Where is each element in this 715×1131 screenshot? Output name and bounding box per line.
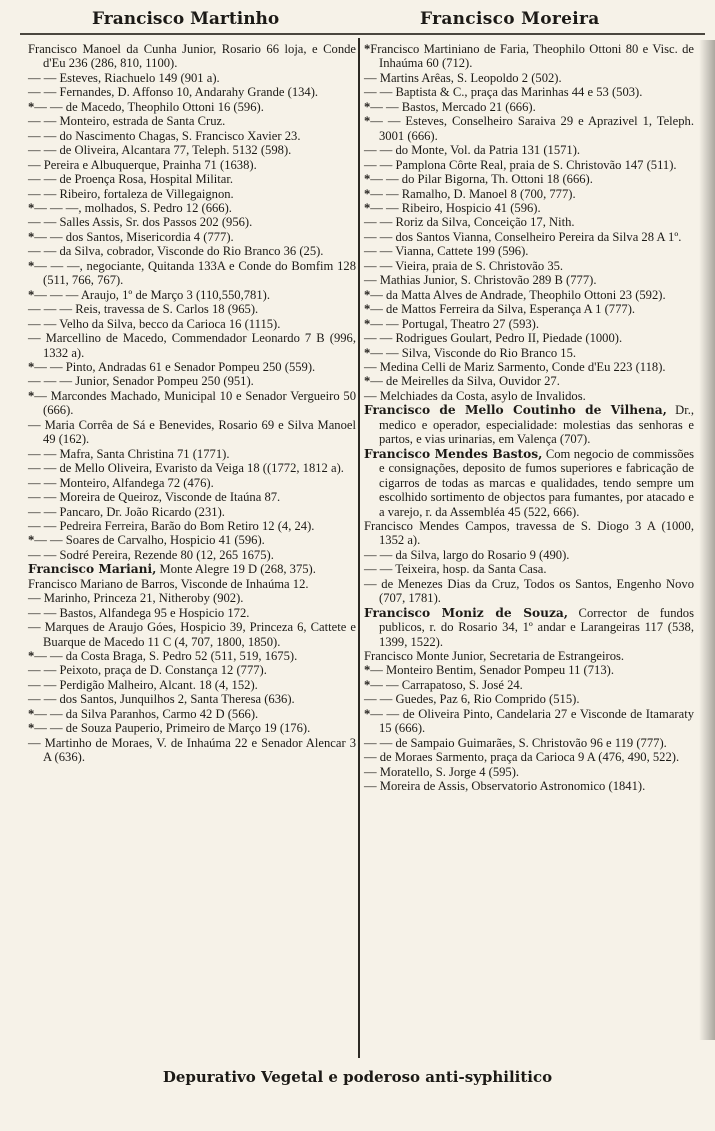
directory-entry: [28, 244, 356, 258]
entry-asterisk: *: [364, 186, 371, 201]
directory-entry: [364, 360, 694, 374]
entry-text: Francisco Mariano de Barros, Visconde de Inhaúma 12.: [28, 576, 309, 591]
entry-asterisk: *: [364, 172, 371, 187]
entry-text: — — dos Santos Vianna, Conselheiro Pereira da Silva 28 A 1º.: [364, 229, 682, 244]
directory-entry: [364, 215, 694, 229]
entry-text: — — da Costa Braga, S. Pedro 52 (511, 519, 1675).: [34, 649, 298, 664]
entry-text: — — Ribeiro, Hospicio 41 (596).: [370, 200, 541, 215]
directory-entry: [364, 187, 694, 201]
directory-entry: [28, 548, 356, 562]
entry-text: — Pereira e Albuquerque, Prainha 71 (1638).: [28, 157, 257, 172]
entry-headline: Francisco de Mello Coutinho de Vilhena,: [364, 403, 667, 418]
directory-entry: [364, 288, 694, 302]
directory-entry: [28, 129, 356, 143]
entry-text: — — de Oliveira Pinto, Candelaria 27 e Visconde de Itamaraty 15 (666).: [370, 706, 694, 736]
directory-entry: [364, 244, 694, 258]
entry-text: — — dos Santos, Junquilhos 2, Santa Theresa (636).: [28, 692, 295, 707]
entry-asterisk: *: [364, 677, 371, 692]
entry-text: — de Menezes Dias da Cruz, Todos os Santos, Engenho Novo (707, 1781).: [364, 576, 694, 606]
entry-asterisk: *: [28, 533, 35, 548]
directory-entry: [364, 519, 694, 548]
directory-entry: [364, 114, 694, 143]
directory-entry: [28, 143, 356, 157]
directory-entry: [364, 172, 694, 186]
entry-asterisk: *: [28, 99, 35, 114]
entry-text: — — Ramalho, D. Manoel 8 (700, 777).: [370, 186, 576, 201]
entry-text: — — da Silva, largo do Rosario 9 (490).: [364, 547, 570, 562]
entry-headline: Francisco Mariani,: [28, 562, 157, 577]
entry-text: — — do Monte, Vol. da Patria 131 (1571).: [364, 143, 581, 158]
directory-entry: [28, 418, 356, 447]
directory-entry: [28, 533, 356, 547]
directory-entry: [364, 692, 694, 706]
directory-entry: [28, 461, 356, 475]
entry-text: — — — Junior, Senador Pompeu 250 (951).: [28, 374, 254, 389]
directory-entry: [364, 779, 694, 793]
entry-text: — Marcondes Machado, Municipal 10 e Senador Vergueiro 50 (666).: [34, 388, 356, 418]
entry-headline: Francisco Mendes Bastos,: [364, 446, 543, 461]
directory-entry: [364, 317, 694, 331]
directory-entry: [364, 750, 694, 764]
entry-text: — Marinho, Princeza 21, Nitheroby (902).: [28, 591, 244, 606]
entry-text: — — Velho da Silva, becco da Carioca 16 (1115).: [28, 316, 281, 331]
entry-text: — — Esteves, Riachuelo 149 (901 a).: [28, 70, 220, 85]
directory-entry: [364, 201, 694, 215]
directory-entry: [28, 158, 356, 172]
entry-text: — — —, molhados, S. Pedro 12 (666).: [34, 200, 232, 215]
entry-text: — — Soares de Carvalho, Hospicio 41 (596).: [34, 533, 265, 548]
right-column: [364, 42, 694, 794]
entry-text: — — Bastos, Alfandega 95 e Hospicio 172.: [28, 605, 250, 620]
entry-text: — — Carrapatoso, S. José 24.: [370, 677, 523, 692]
directory-entry: [28, 71, 356, 85]
entry-text: — — Teixeira, hosp. da Santa Casa.: [364, 562, 547, 577]
entry-asterisk: *: [364, 302, 371, 317]
entry-text: — Martinho de Moraes, V. de Inhaúma 22 e Senador Alencar 3 A (636).: [28, 735, 356, 765]
entry-text: — — — Reis, travessa de S. Carlos 18 (965).: [28, 302, 259, 317]
entry-text: — — do Nascimento Chagas, S. Francisco Xavier 23.: [28, 128, 301, 143]
directory-entry: [28, 114, 356, 128]
directory-entry: [28, 100, 356, 114]
entry-text: — — Baptista & C., praça das Marinhas 44 e 53 (503).: [364, 85, 643, 100]
entry-text: — — Sodré Pereira, Rezende 80 (12, 265 1675).: [28, 547, 274, 562]
entry-text: Corrector de fundos publicos, r. do Rosario 34, 1º andar e Larangeiras 117 (538, 1399, 1522).: [379, 605, 694, 649]
entry-asterisk: *: [364, 200, 371, 215]
directory-entry: [28, 259, 356, 288]
entry-text: — — de Mello Oliveira, Evaristo da Veiga 18 ((1772, 1812 a).: [28, 461, 344, 476]
directory-entry: [28, 721, 356, 735]
directory-entry: [28, 649, 356, 663]
entry-asterisk: *: [364, 114, 371, 129]
entry-text: — Moreira de Assis, Observatorio Astronomico (1841).: [364, 779, 646, 794]
entry-text: — — Guedes, Paz 6, Rio Comprido (515).: [364, 692, 580, 707]
entry-text: — — Pamplona Côrte Real, praia de S. Christovão 147 (511).: [364, 157, 677, 172]
entry-asterisk: *: [364, 99, 371, 114]
directory-entry: [364, 403, 694, 446]
entry-asterisk: *: [28, 388, 35, 403]
entry-text: — — — Araujo, 1º de Março 3 (110,550,781).: [34, 287, 270, 302]
entry-text: — — Rodrigues Goulart, Pedro II, Piedade (1000).: [364, 331, 623, 346]
entry-headline: Francisco Moniz de Souza,: [364, 605, 569, 620]
page-edge-shadow: [699, 40, 715, 1040]
entry-text: — — Mafra, Santa Christina 71 (1771).: [28, 446, 230, 461]
directory-entry: [364, 649, 694, 663]
entry-text: — Medina Celli de Mariz Sarmento, Conde d'Eu 223 (118).: [364, 359, 666, 374]
entry-text: — — Vianna, Cattete 199 (596).: [364, 244, 529, 259]
entry-text: — — Bastos, Mercado 21 (666).: [370, 99, 536, 114]
directory-entry: [364, 606, 694, 649]
directory-entry: [28, 302, 356, 316]
directory-entry: [28, 577, 356, 591]
entry-text: — — Peixoto, praça de D. Constança 12 (777).: [28, 663, 267, 678]
directory-entry: [28, 42, 356, 71]
directory-entry: [28, 172, 356, 186]
directory-entry: [364, 158, 694, 172]
directory-entry: [364, 273, 694, 287]
entry-asterisk: *: [28, 200, 35, 215]
directory-entry: [364, 707, 694, 736]
entry-text: — — de Macedo, Theophilo Ottoni 16 (596).: [34, 99, 264, 114]
directory-entry: [364, 663, 694, 677]
directory-entry: [364, 374, 694, 388]
directory-entry: [28, 288, 356, 302]
entry-text: — — de Proença Rosa, Hospital Militar.: [28, 172, 233, 187]
directory-entry: [28, 389, 356, 418]
entry-text: — — Fernandes, D. Affonso 10, Andarahy Grande (134).: [28, 85, 319, 100]
entry-asterisk: *: [364, 663, 371, 678]
entry-text: — de Mattos Ferreira da Silva, Esperança A 1 (777).: [370, 302, 636, 317]
running-head-left: Francisco Martinho: [92, 9, 280, 29]
directory-entry: [28, 447, 356, 461]
entry-asterisk: *: [364, 345, 371, 360]
directory-entry: [364, 577, 694, 606]
directory-entry: [364, 230, 694, 244]
directory-entry: [364, 346, 694, 360]
header-rule: [20, 33, 705, 35]
entry-text: Francisco Martiniano de Faria, Theophilo Ottoni 80 e Visc. de Inhaúma 60 (712).: [370, 42, 694, 71]
directory-entry: [28, 215, 356, 229]
entry-asterisk: *: [364, 287, 371, 302]
directory-entry: [28, 519, 356, 533]
directory-entry: [28, 85, 356, 99]
entry-text: — — de Oliveira, Alcantara 77, Teleph. 5132 (598).: [28, 143, 292, 158]
directory-entry: [364, 302, 694, 316]
directory-entry: [28, 620, 356, 649]
entry-text: — — —, negociante, Quitanda 133A e Conde do Bomfim 128 (511, 766, 767).: [34, 258, 356, 288]
directory-entry: [364, 85, 694, 99]
directory-entry: [364, 331, 694, 345]
directory-entry: [28, 317, 356, 331]
entry-text: — — Salles Assis, Sr. dos Passos 202 (956).: [28, 215, 253, 230]
running-head-right: Francisco Moreira: [420, 9, 600, 29]
entry-asterisk: *: [28, 287, 35, 302]
entry-text: — Melchiades da Costa, asylo de Invalidos.: [364, 388, 586, 403]
directory-entry: [28, 591, 356, 605]
directory-entry: [28, 201, 356, 215]
entry-text: — Monteiro Bentim, Senador Pompeu 11 (713).: [370, 663, 614, 678]
directory-entry: [28, 360, 356, 374]
directory-entry: [28, 678, 356, 692]
directory-entry: [28, 374, 356, 388]
directory-entry: [28, 505, 356, 519]
directory-entry: [364, 259, 694, 273]
directory-entry: [364, 100, 694, 114]
directory-entry: [364, 548, 694, 562]
entry-asterisk: *: [28, 229, 35, 244]
entry-text: — — Roriz da Silva, Conceição 17, Nith.: [364, 215, 575, 230]
entry-text: — — Pedreira Ferreira, Barão do Bom Retiro 12 (4, 24).: [28, 518, 315, 533]
entry-text: — — de Souza Pauperio, Primeiro de Março 19 (176).: [34, 721, 311, 736]
entry-asterisk: *: [28, 258, 35, 273]
directory-entry: [28, 736, 356, 765]
directory-entry: [364, 447, 694, 519]
entry-asterisk: *: [364, 706, 371, 721]
directory-entry: [28, 230, 356, 244]
entry-text: — Mathias Junior, S. Christovão 289 B (777).: [364, 273, 597, 288]
directory-entry: [28, 707, 356, 721]
entry-asterisk: *: [28, 359, 35, 374]
directory-entry: [28, 663, 356, 677]
entry-text: — Marcellino de Macedo, Commendador Leonardo 7 B (996, 1332 a).: [28, 331, 356, 360]
entry-text: Com negocio de commissões e consignações, deposito de fumos superiores e fabricação de cigarros de todas as marcas e qualidades, tendo sempre um escolhido sortimento de objectos para fumantes, por atacado e a varejo, r. da Assembléa 45 (522, 666).: [379, 446, 695, 519]
entry-asterisk: *: [364, 316, 371, 331]
directory-entry: [364, 389, 694, 403]
entry-text: — — Vieira, praia de S. Christovão 35.: [364, 258, 564, 273]
entry-text: — — da Silva Paranhos, Carmo 42 D (566).: [34, 706, 259, 721]
entry-text: — Maria Corrêa de Sá e Benevides, Rosario 69 e Silva Manoel 49 (162).: [28, 417, 356, 447]
entry-text: — Martins Arêas, S. Leopoldo 2 (502).: [364, 70, 562, 85]
entry-text: Dr., medico e operador, especialidade: molestias das senhoras e partos, e vias urinarias, em Valença (707).: [379, 403, 694, 447]
entry-text: — — Perdigão Malheiro, Alcant. 18 (4, 152).: [28, 677, 258, 692]
entry-text: — — dos Santos, Misericordia 4 (777).: [34, 229, 234, 244]
entry-text: — — Moreira de Queiroz, Visconde de Itaúna 87.: [28, 490, 281, 505]
entry-text: — — Silva, Visconde do Rio Branco 15.: [370, 345, 577, 360]
directory-entry: [364, 736, 694, 750]
directory-entry: [28, 490, 356, 504]
entry-text: — — Portugal, Theatro 27 (593).: [370, 316, 540, 331]
directory-entry: [28, 692, 356, 706]
entry-text: — Marques de Araujo Góes, Hospicio 39, Princeza 6, Cattete e Buarque de Macedo 11 C (4, 707, 1800, 1850).: [28, 620, 356, 649]
entry-text: — — Monteiro, estrada de Santa Cruz.: [28, 114, 226, 129]
entry-asterisk: *: [28, 706, 35, 721]
directory-entry: [28, 606, 356, 620]
directory-entry: [28, 476, 356, 490]
entry-text: — — Monteiro, Alfandega 72 (476).: [28, 475, 214, 490]
left-column: [28, 42, 356, 765]
directory-entry: [364, 71, 694, 85]
entry-text: — da Matta Alves de Andrade, Theophilo Ottoni 23 (592).: [370, 287, 666, 302]
directory-entry: [364, 143, 694, 157]
entry-text: — — Pancaro, Dr. João Ricardo (231).: [28, 504, 225, 519]
footer-advert: Depurativo Vegetal e poderoso anti-syphilitico: [162, 1068, 553, 1086]
entry-text: — de Meirelles da Silva, Ouvidor 27.: [370, 374, 560, 389]
entry-asterisk: *: [28, 721, 35, 736]
entry-text: — — de Sampaio Guimarães, S. Christovão 96 e 119 (777).: [364, 735, 667, 750]
entry-text: Francisco Manoel da Cunha Junior, Rosario 66 loja, e Conde d'Eu 236 (286, 810, 1100).: [28, 42, 356, 71]
entry-asterisk: *: [364, 374, 371, 389]
directory-entry: [28, 562, 356, 576]
entry-text: — de Moraes Sarmento, praça da Carioca 9 A (476, 490, 522).: [364, 750, 680, 765]
entry-text: Francisco Mendes Campos, travessa de S. Diogo 3 A (1000, 1352 a).: [364, 518, 694, 548]
entry-text: Monte Alegre 19 D (268, 375).: [156, 562, 316, 577]
entry-text: — Moratello, S. Jorge 4 (595).: [364, 764, 520, 779]
entry-text: Francisco Monte Junior, Secretaria de Estrangeiros.: [364, 649, 625, 664]
entry-text: — — Esteves, Conselheiro Saraiva 29 e Aprazivel 1, Teleph. 3001 (666).: [370, 114, 694, 143]
entry-text: — — Ribeiro, fortaleza de Villegaignon.: [28, 186, 234, 201]
directory-entry: [364, 678, 694, 692]
directory-entry: [28, 331, 356, 360]
entry-text: — — da Silva, cobrador, Visconde do Rio Branco 36 (25).: [28, 244, 324, 259]
directory-entry: [364, 42, 694, 71]
entry-text: — — Pinto, Andradas 61 e Senador Pompeu 250 (559).: [34, 359, 316, 374]
directory-entry: [364, 765, 694, 779]
directory-entry: [364, 562, 694, 576]
column-divider: [358, 38, 360, 1058]
entry-asterisk: *: [28, 649, 35, 664]
entry-asterisk: *: [364, 42, 371, 56]
entry-text: — — do Pilar Bigorna, Th. Ottoni 18 (666).: [370, 172, 593, 187]
directory-entry: [28, 187, 356, 201]
